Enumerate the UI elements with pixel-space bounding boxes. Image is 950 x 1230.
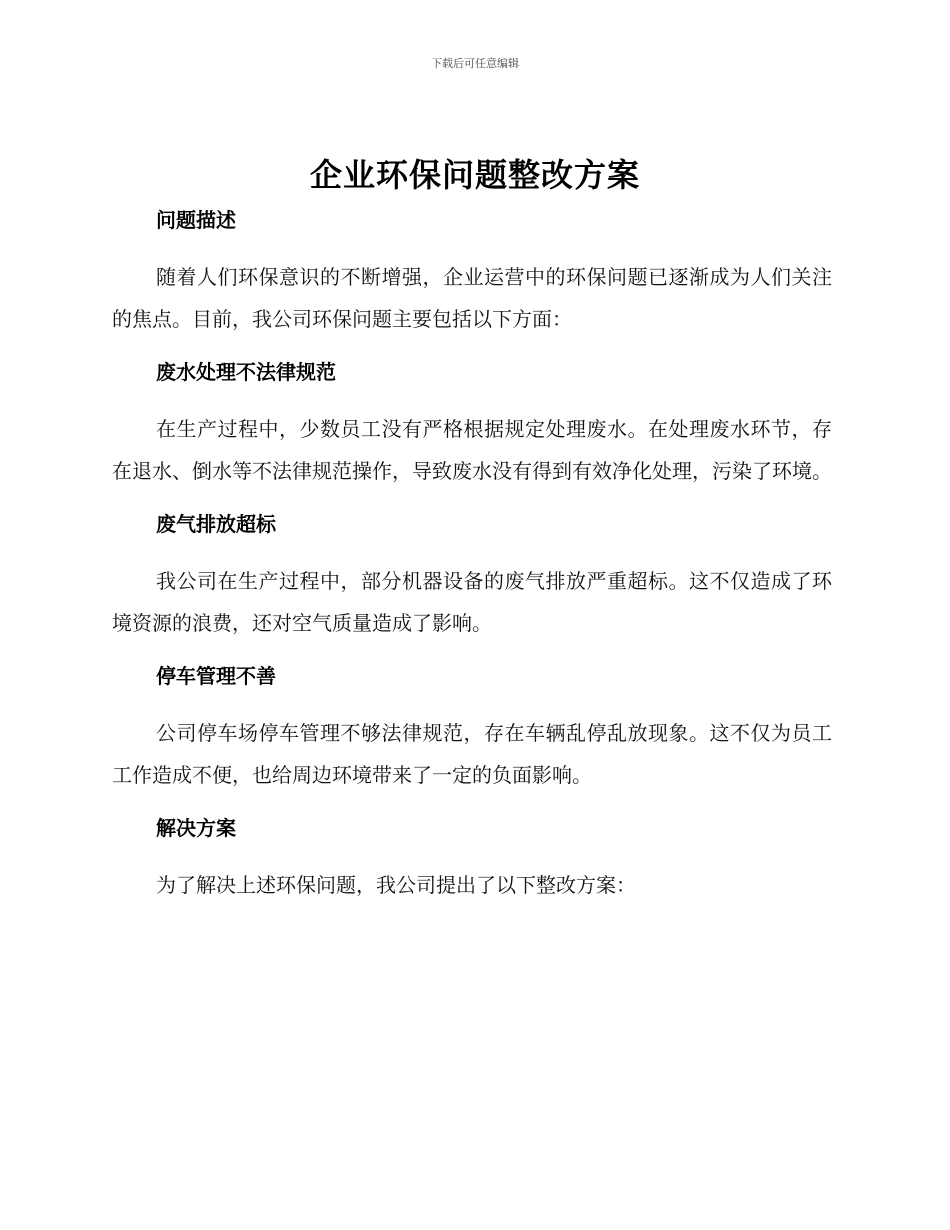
- section-heading: 废气排放超标: [156, 512, 276, 536]
- section-heading: 废水处理不法律规范: [156, 360, 336, 384]
- header-note: 下载后可任意编辑: [431, 57, 519, 70]
- section-heading: 解决方案: [156, 816, 236, 840]
- section-paragraph: 公司停车场停车管理不够法律规范，存在车辆乱停乱放现象。这不仅为员工工作造成不便，也给周边环境带来了一定的负面影响。: [112, 721, 832, 787]
- section-solution: [112, 810, 832, 906]
- section-parking: [112, 658, 832, 796]
- section-heading: 停车管理不善: [156, 664, 276, 688]
- document-title: 企业环保问题整改方案: [309, 156, 640, 194]
- section-wastewater: [112, 354, 832, 492]
- section-heading: 问题描述: [156, 208, 236, 232]
- document-body: [112, 202, 832, 920]
- section-paragraph: 为了解决上述环保问题，我公司提出了以下整改方案：: [156, 873, 636, 897]
- section-problem-description: [112, 202, 832, 340]
- section-paragraph: 我公司在生产过程中，部分机器设备的废气排放严重超标。这不仅造成了环境资源的浪费，还对空气质量造成了影响。: [112, 569, 832, 635]
- section-paragraph: 随着人们环保意识的不断增强，企业运营中的环保问题已逐渐成为人们关注的焦点。目前，我公司环保问题主要包括以下方面：: [112, 265, 832, 331]
- section-exhaust-gas: [112, 506, 832, 644]
- section-paragraph: 在生产过程中，少数员工没有严格根据规定处理废水。在处理废水环节，存在退水、倒水等不法律规范操作，导致废水没有得到有效净化处理，污染了环境。: [112, 417, 832, 483]
